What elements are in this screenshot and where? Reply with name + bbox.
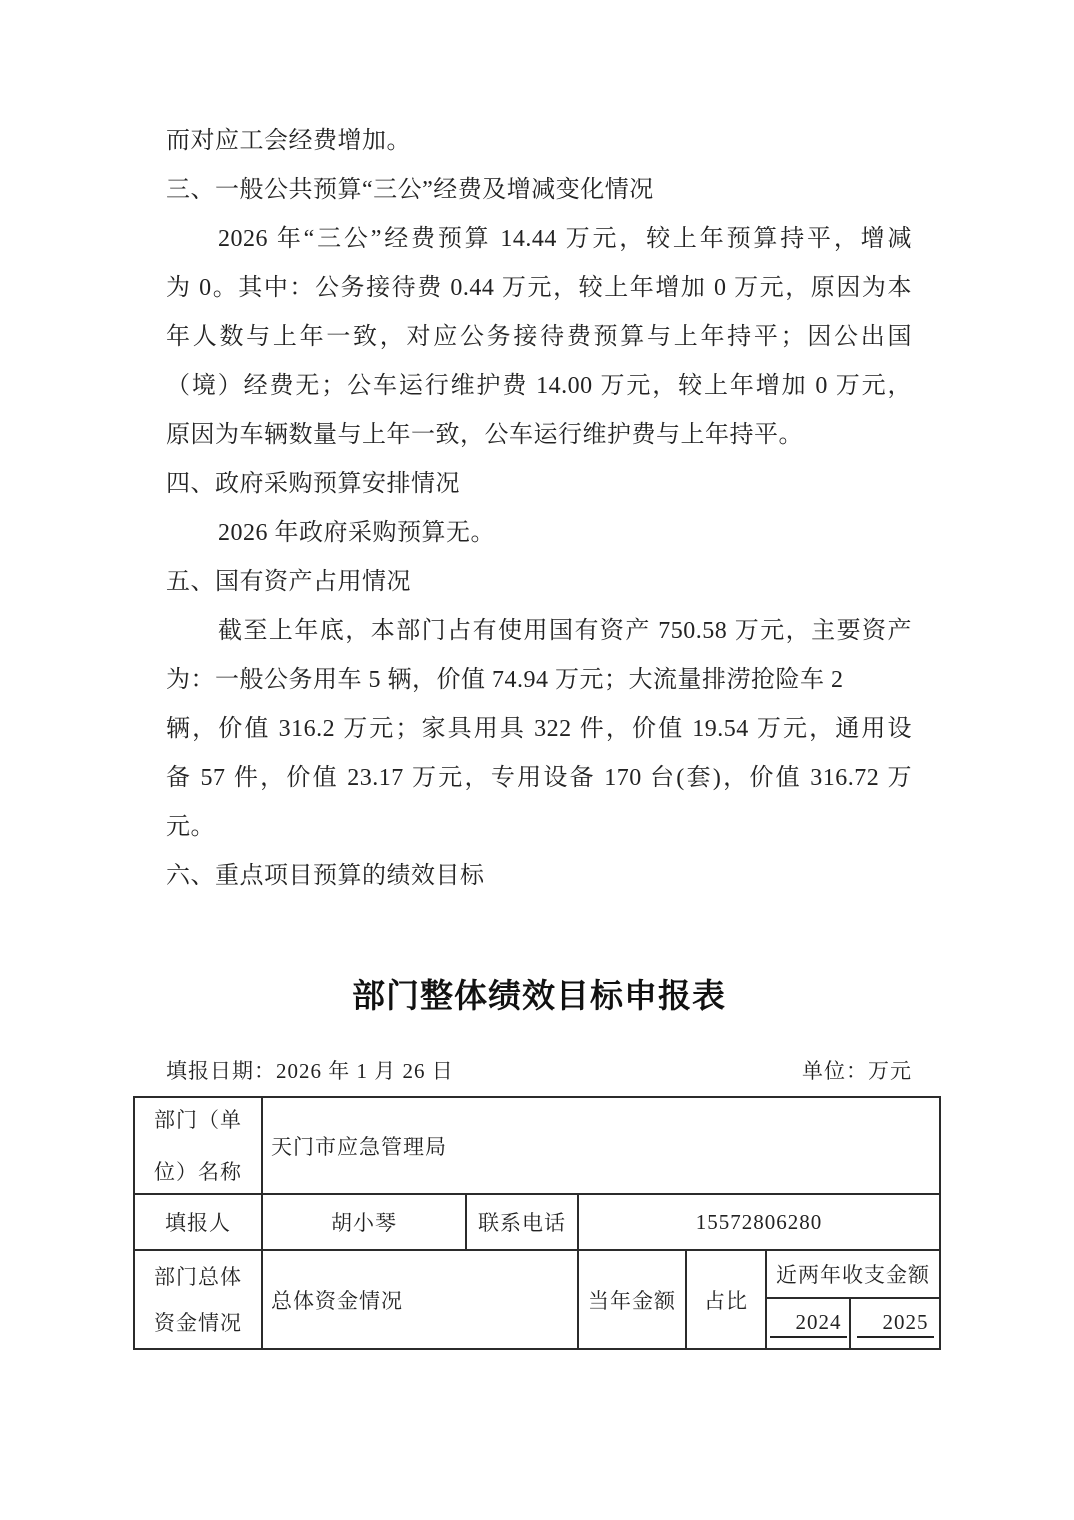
phone-value: 15572806280: [695, 1209, 823, 1234]
phone-value-cell: [579, 1195, 939, 1249]
paragraph-line: 年人数与上年一致，对应公务接待费预算与上年持平；因公出国: [166, 324, 912, 350]
overall-funds-label: 部门总体资金情况: [154, 1264, 242, 1335]
filler-value: 胡小琴: [331, 1211, 397, 1235]
filler-label-cell: [135, 1195, 261, 1249]
phone-label-cell: [467, 1195, 577, 1249]
fund-status-label-cell: [263, 1251, 577, 1348]
recent-years-label: 近两年收支金额: [776, 1263, 930, 1287]
year-2024: 2024: [770, 1310, 847, 1338]
paragraph-line: 原因为车辆数量与上年一致，公车运行维护费与上年持平。: [166, 422, 803, 448]
phone-label: 联系电话: [478, 1211, 566, 1235]
recent-years-label-cell: [767, 1251, 939, 1297]
section-heading: 六、重点项目预算的绩效目标: [166, 863, 485, 889]
paragraph-line: 2026 年政府采购预算无。: [218, 520, 495, 546]
unit-label: 单位：万元: [802, 1059, 912, 1083]
form-meta-row: [166, 1055, 912, 1085]
paragraph-line: 元。: [166, 814, 215, 840]
year-2024-cell: [767, 1299, 849, 1348]
section-heading: 四、政府采购预算安排情况: [166, 471, 460, 497]
filler-label: 填报人: [165, 1211, 231, 1235]
paragraph-line: 2026 年“三公”经费预算 14.44 万元，较上年预算持平，增减: [218, 226, 912, 252]
section-heading: 五、国有资产占用情况: [166, 569, 411, 595]
current-amount-label-cell: [579, 1251, 685, 1348]
report-date: 填报日期：2026 年 1 月 26 日: [166, 1059, 454, 1083]
paragraph-line: 截至上年底，本部门占有使用国有资产 750.58 万元，主要资产: [218, 618, 912, 644]
body-text: [166, 117, 912, 901]
dept-name-label: 部门（单位）名称: [154, 1107, 242, 1184]
dept-name-value-cell: [263, 1098, 939, 1193]
form-title: 部门整体绩效目标申报表: [352, 977, 726, 1014]
performance-target-table: [133, 1096, 941, 1350]
current-amount-label: 当年金额: [588, 1288, 676, 1313]
overall-funds-label-cell: [135, 1251, 261, 1348]
filler-value-cell: [263, 1195, 465, 1249]
dept-name-label-cell: [135, 1098, 261, 1193]
section-heading: 三、一般公共预算“三公”经费及增减变化情况: [166, 177, 654, 203]
paragraph-line: 备 57 件，价值 23.17 万元，专用设备 170 台(套)，价值 316.72 万: [166, 765, 912, 791]
fund-status-label: 总体资金情况: [271, 1288, 403, 1313]
ratio-label: 占比: [704, 1288, 748, 1313]
year-2025: 2025: [857, 1310, 934, 1338]
paragraph-line: （境）经费无；公车运行维护费 14.00 万元，较上年增加 0 万元，: [166, 373, 912, 399]
paragraph-line: 为：一般公务用车 5 辆，价值 74.94 万元；大流量排涝抢险车 2: [166, 667, 844, 693]
ratio-label-cell: [687, 1251, 765, 1348]
paragraph-line: 为 0。其中：公务接待费 0.44 万元，较上年增加 0 万元，原因为本: [166, 275, 912, 301]
dept-name-value: 天门市应急管理局: [271, 1134, 447, 1159]
year-2025-cell: [851, 1299, 939, 1348]
paragraph-line: 而对应工会经费增加。: [166, 128, 411, 154]
paragraph-line: 辆，价值 316.2 万元；家具用具 322 件，价值 19.54 万元，通用设: [166, 716, 912, 742]
